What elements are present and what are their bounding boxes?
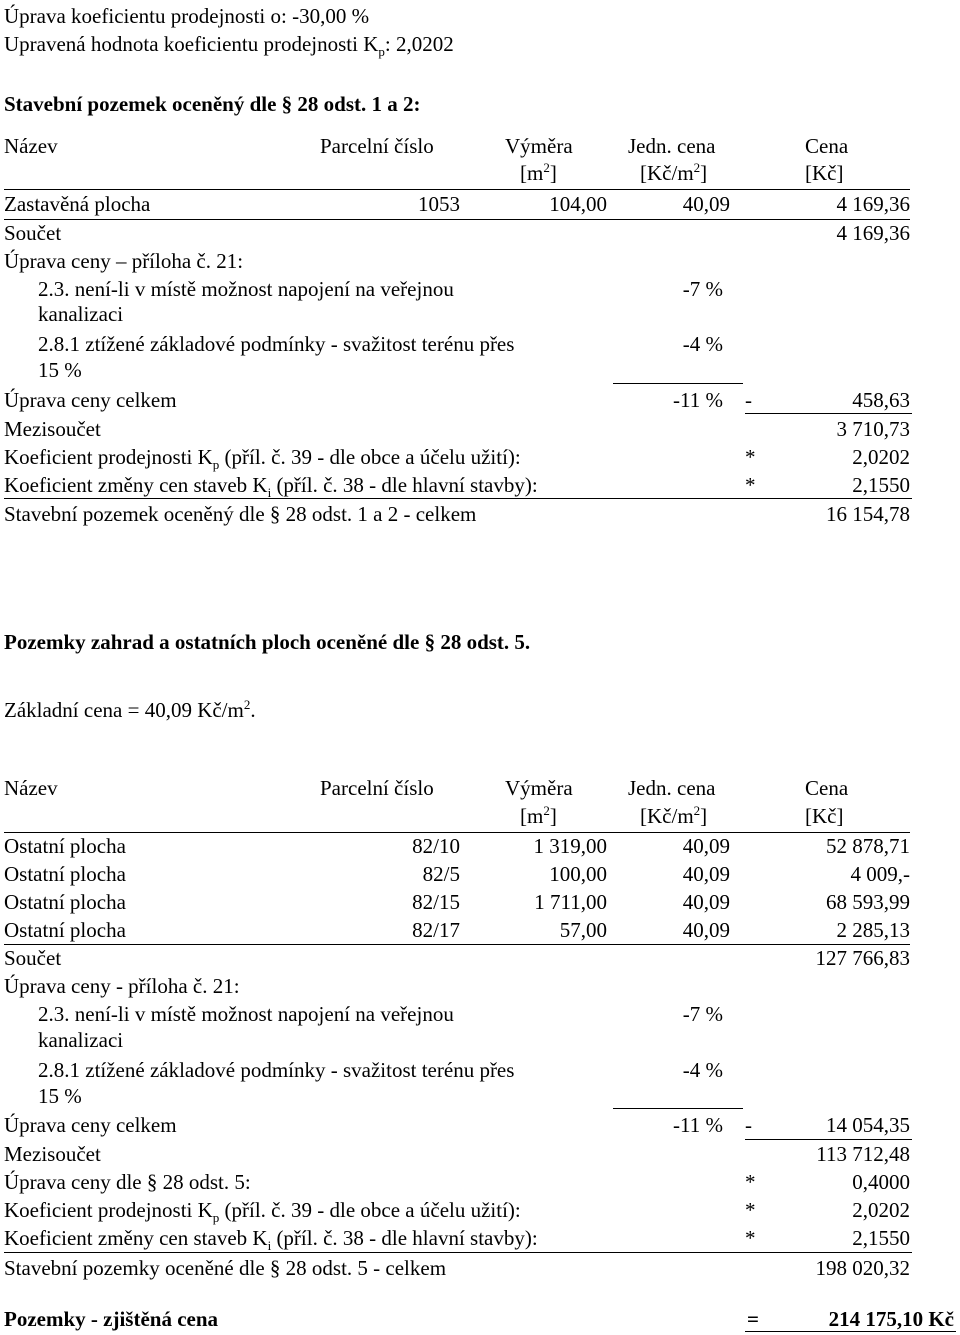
row-area: 57,00 bbox=[559, 918, 607, 942]
adjustment-1-pct: -7 % bbox=[682, 277, 723, 301]
final-rule bbox=[4, 1252, 912, 1253]
coefficient-build-value: 2,1550 bbox=[852, 1226, 910, 1250]
adjustment-1-line-1: 2.3. není-li v místě možnost napojení na veřejnou bbox=[38, 1002, 454, 1026]
grand-total-value: 214 175,10 Kč bbox=[828, 1307, 954, 1331]
intro-line-2: Upravená hodnota koeficientu prodejnosti $K_p$: 2,0202 bbox=[4, 32, 454, 60]
row-price: 2 285,13 bbox=[836, 918, 910, 942]
col-header-area-unit: $[m^2]$ bbox=[520, 803, 557, 828]
adjustment-28-label: Úprava ceny dle § 28 odst. 5: bbox=[4, 1170, 251, 1194]
subtotal-value: 113 712,48 bbox=[816, 1142, 910, 1166]
section-a-title: Stavební pozemek oceněný dle § 28 odst. 1 a 2: bbox=[4, 92, 421, 116]
intro-line-1: Úprava koeficientu prodejnosti o: -30,00 % bbox=[4, 4, 370, 28]
adjustment-2-line-1: 2.8.1 ztížené základové podmínky - svažitost terénu přes bbox=[38, 332, 515, 356]
coefficient-sale-value: 2,0202 bbox=[852, 445, 910, 469]
row-name: Ostatní plocha bbox=[4, 862, 126, 886]
subtotal-label: Mezisoučet bbox=[4, 1142, 101, 1166]
section-a-total-value: 16 154,78 bbox=[826, 502, 910, 526]
col-header-name: Název bbox=[4, 776, 58, 800]
col-header-unit-price-unit: $[Kč/m^2]$ bbox=[640, 160, 708, 185]
adjustment-title: Úprava ceny - příloha č. 21: bbox=[4, 974, 240, 998]
row-unit-price: 40,09 bbox=[682, 918, 730, 942]
col-header-price-unit: [Kč] bbox=[805, 804, 844, 828]
row-area: 104,00 bbox=[549, 192, 607, 216]
final-rule bbox=[4, 498, 912, 499]
row-name: Zastavěná plocha bbox=[4, 192, 151, 216]
sum-value: 4 169,36 bbox=[836, 221, 910, 245]
adjustment-28-operator: * bbox=[745, 1170, 756, 1194]
coefficient-sale-operator: * bbox=[745, 1198, 756, 1222]
row-unit-price: 40,09 bbox=[682, 192, 730, 216]
grand-total-rule bbox=[745, 1331, 956, 1332]
col-header-unit-price: Jedn. cena bbox=[628, 134, 716, 158]
sum-label: Součet bbox=[4, 221, 62, 245]
subtotal-value: 3 710,73 bbox=[836, 417, 910, 441]
grand-total-label: Pozemky - zjištěná cena bbox=[4, 1307, 219, 1331]
sum-label: Součet bbox=[4, 946, 62, 970]
row-price: 4 009,- bbox=[850, 862, 910, 886]
coefficient-sale-label: Koeficient prodejnosti $K_p$ (příl. č. 39 - dle obce a účelu užití): bbox=[4, 1198, 521, 1226]
row-name: Ostatní plocha bbox=[4, 918, 126, 942]
col-header-price: Cena bbox=[805, 776, 849, 800]
total-adjustment-label: Úprava ceny celkem bbox=[4, 1113, 177, 1137]
adjustment-1-line-1: 2.3. není-li v místě možnost napojení na veřejnou bbox=[38, 277, 454, 301]
row-area: 1 319,00 bbox=[533, 834, 607, 858]
section-a-total-label: Stavební pozemek oceněný dle § 28 odst. 1 a 2 - celkem bbox=[4, 502, 477, 526]
adjustment-1-line-2: kanalizaci bbox=[38, 302, 124, 326]
section-b-total-value: 198 020,32 bbox=[815, 1256, 910, 1280]
value-rule bbox=[745, 413, 912, 414]
col-header-name: Název bbox=[4, 134, 58, 158]
col-header-price: Cena bbox=[805, 134, 849, 158]
adjustment-2-pct: -4 % bbox=[682, 332, 723, 356]
adjustment-28-value: 0,4000 bbox=[852, 1170, 910, 1194]
adjustment-2-line-2: 15 % bbox=[38, 358, 82, 382]
adjustment-1-line-2: kanalizaci bbox=[38, 1028, 124, 1052]
adjustment-2-line-2: 15 % bbox=[38, 1084, 82, 1108]
row-parcel: 82/17 bbox=[412, 918, 460, 942]
pct-sum-rule bbox=[613, 383, 743, 384]
sum-value: 127 766,83 bbox=[815, 946, 910, 970]
col-header-area-unit: $[m^2]$ bbox=[520, 160, 557, 185]
coefficient-build-operator: * bbox=[745, 473, 756, 497]
col-header-area: Výměra bbox=[505, 776, 573, 800]
total-adjustment-pct: -11 % bbox=[673, 1113, 723, 1137]
coefficient-sale-operator: * bbox=[745, 445, 756, 469]
total-adjustment-value: 458,63 bbox=[852, 388, 910, 412]
coefficient-sale-value: 2,0202 bbox=[852, 1198, 910, 1222]
header-rule bbox=[4, 189, 910, 190]
adjustment-2-pct: -4 % bbox=[682, 1058, 723, 1082]
row-parcel: 82/10 bbox=[412, 834, 460, 858]
total-adjustment-value: 14 054,35 bbox=[826, 1113, 910, 1137]
col-header-parcel: Parcelní číslo bbox=[320, 134, 434, 158]
row-unit-price: 40,09 bbox=[682, 862, 730, 886]
row-rule bbox=[4, 219, 910, 220]
subtotal-label: Mezisoučet bbox=[4, 417, 101, 441]
coefficient-build-label: Koeficient změny cen staveb $K_i$ (příl. č. 38 - dle hlavní stavby): bbox=[4, 473, 538, 501]
row-price: 4 169,36 bbox=[836, 192, 910, 216]
total-adjustment-operator: - bbox=[745, 1113, 752, 1137]
coefficient-build-value: 2,1550 bbox=[852, 473, 910, 497]
row-parcel: 82/5 bbox=[422, 862, 460, 886]
total-adjustment-operator: - bbox=[745, 388, 752, 412]
header-rule bbox=[4, 832, 910, 833]
row-name: Ostatní plocha bbox=[4, 890, 126, 914]
row-parcel: 82/15 bbox=[412, 890, 460, 914]
row-name: Ostatní plocha bbox=[4, 834, 126, 858]
pct-sum-rule bbox=[613, 1108, 743, 1109]
coefficient-build-label: Koeficient změny cen staveb $K_i$ (příl. č. 38 - dle hlavní stavby): bbox=[4, 1226, 538, 1254]
col-header-parcel: Parcelní číslo bbox=[320, 776, 434, 800]
row-unit-price: 40,09 bbox=[682, 890, 730, 914]
adjustment-2-line-1: 2.8.1 ztížené základové podmínky - svažitost terénu přes bbox=[38, 1058, 515, 1082]
grand-total-operator: = bbox=[747, 1307, 759, 1331]
adjustment-title: Úprava ceny – příloha č. 21: bbox=[4, 249, 244, 273]
row-area: 100,00 bbox=[549, 862, 607, 886]
coefficient-sale-label: Koeficient prodejnosti $K_p$ (příl. č. 39 - dle obce a účelu užití): bbox=[4, 445, 521, 473]
col-header-area: Výměra bbox=[505, 134, 573, 158]
row-price: 52 878,71 bbox=[826, 834, 910, 858]
col-header-unit-price-unit: $[Kč/m^2]$ bbox=[640, 803, 708, 828]
row-rule bbox=[4, 944, 910, 945]
row-area: 1 711,00 bbox=[534, 890, 607, 914]
row-parcel: 1053 bbox=[418, 192, 460, 216]
adjustment-1-pct: -7 % bbox=[682, 1002, 723, 1026]
section-b-title: Pozemky zahrad a ostatních ploch oceněné dle § 28 odst. 5. bbox=[4, 630, 531, 654]
coefficient-build-operator: * bbox=[745, 1226, 756, 1250]
total-adjustment-pct: -11 % bbox=[673, 388, 723, 412]
row-unit-price: 40,09 bbox=[682, 834, 730, 858]
section-b-total-label: Stavební pozemky oceněné dle § 28 odst. 5 - celkem bbox=[4, 1256, 447, 1280]
row-price: 68 593,99 bbox=[826, 890, 910, 914]
total-adjustment-label: Úprava ceny celkem bbox=[4, 388, 177, 412]
col-header-unit-price: Jedn. cena bbox=[628, 776, 716, 800]
value-rule bbox=[745, 1139, 912, 1140]
col-header-price-unit: [Kč] bbox=[805, 161, 844, 185]
base-price: Základní cena = 40,09 $Kč/m^2$. bbox=[4, 697, 256, 722]
